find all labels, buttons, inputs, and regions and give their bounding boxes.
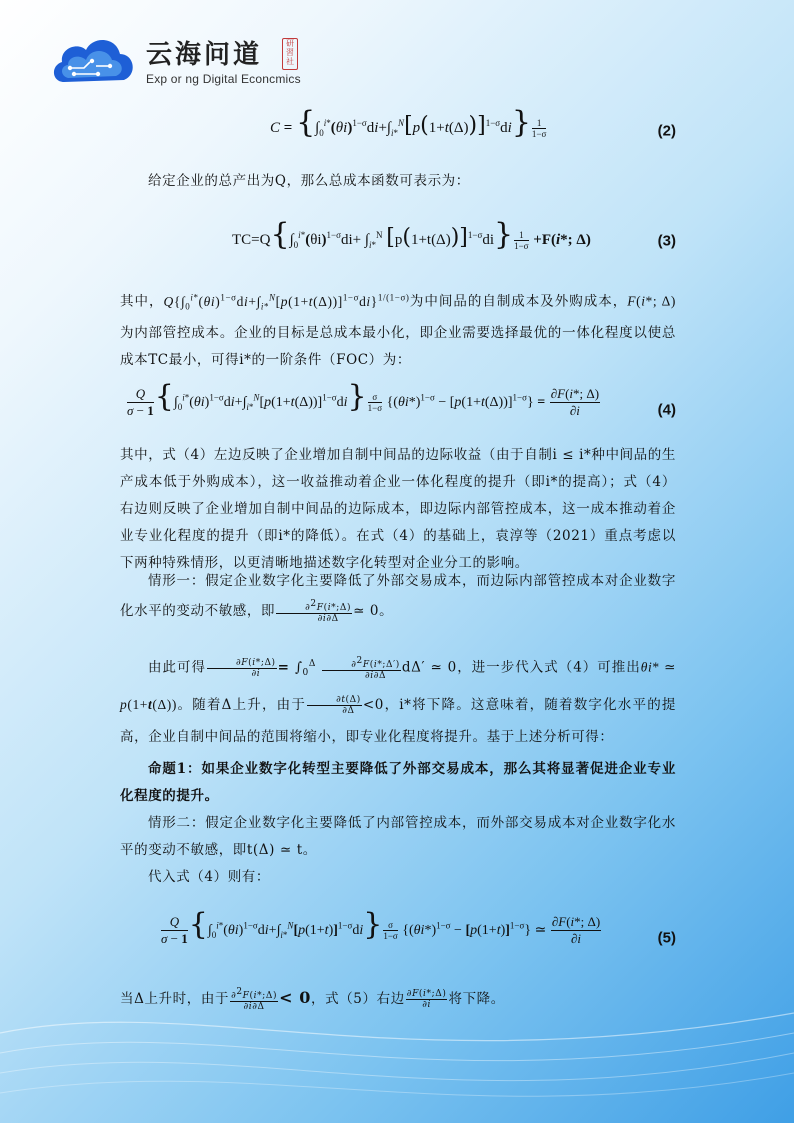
text-segment: 其中，: [120, 293, 164, 310]
paragraph-case-one: 情形一：假定企业数字化主要降低了外部交易成本，而边际内部管控成本对企业数字化水平的变动不敏感，即 $\frac{\partial^2F(i*;\Delta)}{\partial i\partial\Delta}$ ≃ 0。: [120, 573, 676, 624]
paragraph-conclusion: 当Δ上升时，由于 $\frac{\partial^2F(i*;\Delta)}{\partial i\partial\Delta}$ < 0，式（5）右边 $\frac{\partial F(i*;\Delta)}{\partial i}$ 将下降。: [120, 987, 505, 1012]
paragraph-case-two: 情形二：假定企业数字化主要降低了内部管控成本，而外部交易成本对企业数字化水平的变动不敏感，即t(Δ) ≃ t。: [120, 815, 676, 858]
text-segment: ，式（5）右边: [311, 991, 405, 1007]
proposition-1: 命题1：如果企业数字化转型主要降低了外部交易成本，那么其将显著促进企业专业化程度的提升。: [120, 761, 676, 804]
text-segment: 由此可得: [148, 659, 206, 676]
text-segment: ≃ 0。: [353, 603, 394, 619]
text-segment: 为中间品的自制成本及外购成本，: [409, 293, 628, 310]
equation-number: (5): [657, 929, 676, 947]
equation-5: $\frac{Q}{\sigma - 1}$ $\{\int_0^{i*}(\theta i)^{1-\sigma}di+\int_{i*}^N[p(1+t)]^{1-\sigma}di\}$ $\frac{\sigma}{1-\sigma}$ $\{(\theta i*)^{1-\sigma} - [p(1+t)]^{1-\sigma}\}$ ≃ $\frac{\partial F(i*; \Delta)}{\partial i}$ (5): [161, 907, 676, 947]
paragraph-derivation: 由此可得 $\frac{\partial F(i*;\Delta)}{\partial i}$ = $\int_0^\Delta$ $\frac{\partial^2F(i*;\Delta')}{\partial i\partial\Delta}$ dΔ′ ≃ 0，进一步代入式（4）可推出θi* ≃ p(1+t(Δ))。随着Δ上升，由于 $\frac{\partial t(\Delta)}{\partial\Delta}$ <0，i*将下降。这意味着，随着数字化水平的提高，企业自制中间品的范围将缩小，即专业化程度将提升。基于上述分析可得：: [120, 655, 676, 746]
paragraph-substitute: 代入式（4）则有：: [148, 869, 270, 885]
text-segment: 为内部管控成本。企业的目标是总成本最小化，即企业需要选择最优的一体化程度以使总成本TC最小，可得i*的一阶条件（FOC）为：: [120, 325, 676, 369]
equation-number: (3): [657, 232, 676, 250]
paragraph-foc-explanation: 其中，式（4）左边反映了企业增加自制中间品的边际收益（由于自制i ≤ i*种中间品的生产成本低于外购成本），这一收益推动着企业一体化程度的提升（即i*的提高）；式（4）右边则反映了企业增加自制中间品的边际成本，即边际内部管控成本，这一成本推动着企业专业化程度的提升（即i*的降低）。在式（4）的基础上，袁淳等（2021）重点考虑以下两种特殊情形，以更清晰地描述数字化转型对企业分工的影响。: [120, 447, 676, 571]
logo-title: 云海问道: [146, 40, 263, 70]
cloud-circuit-icon: [50, 30, 140, 88]
equation-4: $\frac{Q}{\sigma - 1}$ $\{\int_0^{i*}(\theta i)^{1-\sigma}di+\int_{i*}^N[p(1+t(\Delta))]^{1-\sigma}di\}$ $\frac{\sigma}{1-\sigma}$ $\{(\theta i*)^{1-\sigma} - [p(1+t(\Delta))]^{1-\sigma}\}$ = $\frac{\partial F(i*; \Delta)}{\partial i}$ (4): [127, 379, 676, 419]
equation-number: (4): [657, 401, 676, 419]
text-segment: 将下降。: [448, 991, 505, 1007]
logo-subtitle: Exp or ng Digital Econcmics: [146, 72, 301, 86]
equation-number: (2): [657, 122, 676, 140]
text-segment: 随着Δ上升，由于: [192, 697, 307, 714]
paragraph-cost-definition: 其中，$Q\{\int_0^{i*}(\theta i)^{1-\sigma}di+\int_{i*}^N[p(1+t(\Delta))]^{1-\sigma}di\}^{1/(1-\sigma)}$为中间品的自制成本及外购成本，F(i*; Δ)为内部管控成本。企业的目标是总成本最小化，即企业需要选择最优的一体化程度以使总成本TC最小，可得i*的一阶条件（FOC）为：: [120, 292, 676, 369]
text-segment: ，进一步代入式（4）可推出: [456, 659, 641, 676]
equation-3: $TC=Q\{\int_0^{i*}(\theta i)^{1-\sigma}di+ \int_{i*}^N$ $[p(1+t(\Delta))]^{1-\sigma}di$} $\frac{1}{1-\sigma}$ +F(i*; Δ) (3): [232, 217, 676, 252]
logo-seal: 研習社: [282, 38, 298, 70]
brand-logo: [50, 30, 310, 90]
equation-2: $C = \{\int_0^{i*}(\theta i)^{1-\sigma}di+\int_{i*}^N[p(1+t(\Delta))]^{1-\sigma}di\}$ $\frac{1}{1-\sigma}$ (2): [270, 105, 676, 140]
text-segment: <0，i*将下降。这意味着，随着数字化水平的提高，企业自制中间品的范围将缩小，即专业化程度将提升。基于上述分析可得：: [120, 697, 676, 746]
text-segment: 当Δ上升时，由于: [120, 991, 230, 1007]
text-segment: 情形一：假定企业数字化主要降低了外部交易成本，而边际内部管控成本对企业数字化水平的变动不敏感，即: [120, 573, 676, 619]
paragraph-total-cost: 给定企业的总产出为Q，那么总成本函数可表示为：: [148, 173, 470, 189]
